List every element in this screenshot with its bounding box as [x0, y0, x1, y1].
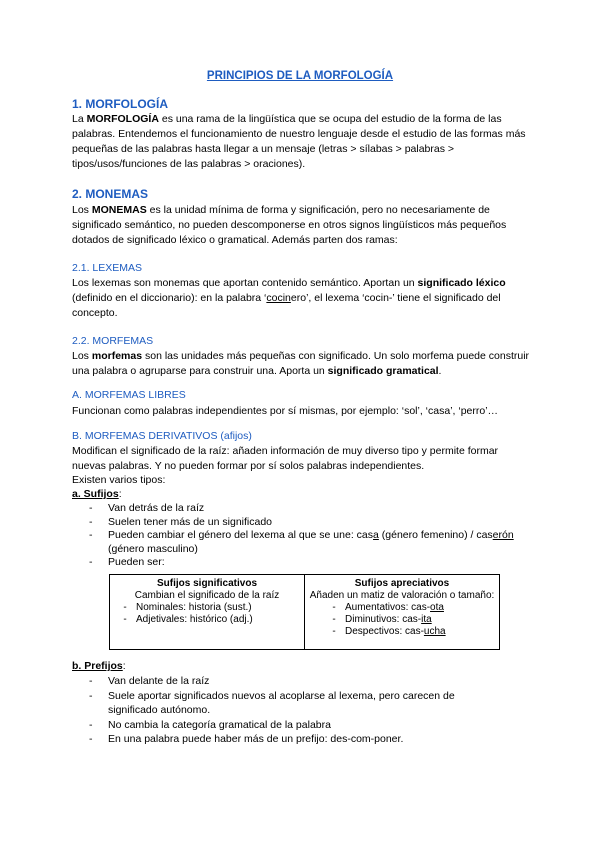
list-item: - En una palabra puede haber más de un prefijo: des-com-poner.: [86, 732, 526, 747]
subheading-morfemas-derivativos: B. MORFEMAS DERIVATIVOS (afijos): [72, 430, 252, 442]
table-subtext: Cambian el significado de la raíz: [134, 590, 280, 601]
paragraph-morfologia: La MORFOLOGÍA es una rama de la lingüística que se ocupa del estudio de la forma de las palabras. Entendemos el funcionamiento de nuestro lenguaje desde el estudio de las formas más pequeñas de las palabras hasta llegar a un mensaje (letras > sílabas > palabras > tipos/usos/funciones de las palabras > oraciones).: [72, 113, 526, 170]
list-item: - Suelen tener más de un significado: [86, 516, 526, 530]
table-cell-apreciativos: [305, 575, 500, 650]
subheading-morfemas: 2.2. MORFEMAS: [72, 335, 154, 347]
list-item: - Pueden cambiar el género del lexema al que se une: casa (género femenino) / caserón (género masculino): [86, 529, 526, 556]
label-prefijos: b. Prefijos:: [72, 660, 126, 672]
table-cell-significativos: [110, 575, 305, 650]
list-item: - Van detrás de la raíz: [86, 502, 526, 516]
page-title: PRINCIPIOS DE LA MORFOLOGÍA: [206, 70, 394, 82]
list-item: - No cambia la categoría gramatical de la palabra: [86, 718, 526, 733]
table-item: - Aumentativos: cas-ota: [332, 602, 444, 613]
paragraph-morfemas-libres: Funcionan como palabras independientes por sí mismas, por ejemplo: ‘sol’, ‘casa’, ‘perro’…: [72, 405, 499, 417]
table-header-apreciativos: Sufijos apreciativos: [354, 578, 450, 589]
list-item: - Suele aportar significados nuevos al acoplarse al lexema, pero carecen de significado autónomo.: [86, 689, 468, 718]
subheading-lexemas: 2.1. LEXEMAS: [72, 262, 143, 274]
section-heading-morfologia: 1. MORFOLOGÍA: [72, 97, 168, 111]
table-header-significativos: Sufijos significativos: [156, 578, 258, 589]
section-heading-monemas: 2. MONEMAS: [72, 187, 149, 201]
list-sufijos: [86, 502, 526, 570]
table-item: - Despectivos: cas-ucha: [332, 626, 446, 637]
table-item: - Diminutivos: cas-ita: [332, 614, 432, 625]
paragraph-morfemas: Los morfemas son las unidades más pequeñas con significado. Un solo morfema puede construir una palabra o agruparse para construir una. Aporta un significado gramatical.: [72, 350, 530, 377]
paragraph-lexemas: Los lexemas son monemas que aportan contenido semántico. Aportan un significado léxico (definido en el diccionario): en la palabra ‘cocinero’, el lexema ‘cocin-’ tiene el significado del concepto.: [72, 277, 506, 319]
list-prefijos: [86, 674, 526, 747]
list-item: - Van delante de la raíz: [86, 674, 526, 689]
table-subtext: Añaden un matiz de valoración o tamaño:: [309, 590, 495, 601]
subheading-morfemas-libres: A. MORFEMAS LIBRES: [72, 389, 186, 401]
table-item: - Adjetivales: histórico (adj.): [123, 614, 253, 625]
paragraph-monemas: Los MONEMAS es la unidad mínima de forma y significación, pero no necesariamente de significado semántico, no pueden descomponerse en otros signos lingüísticos más pequeños dotados de significado léxico o gramatical. Además parten dos ramas:: [72, 204, 507, 246]
paragraph-morfemas-derivativos: Modifican el significado de la raíz: añaden información de muy diverso tipo y permite formar nuevas palabras. Y no pueden formar por sí solos palabras independientes.: [72, 445, 499, 472]
label-sufijos: a. Sufijos:: [72, 488, 122, 500]
list-item: - Pueden ser:: [86, 556, 526, 570]
text-existen-tipos: Existen varios tipos:: [72, 474, 166, 486]
sufijos-table: [109, 574, 500, 650]
table-item: - Nominales: historia (sust.): [123, 602, 252, 613]
